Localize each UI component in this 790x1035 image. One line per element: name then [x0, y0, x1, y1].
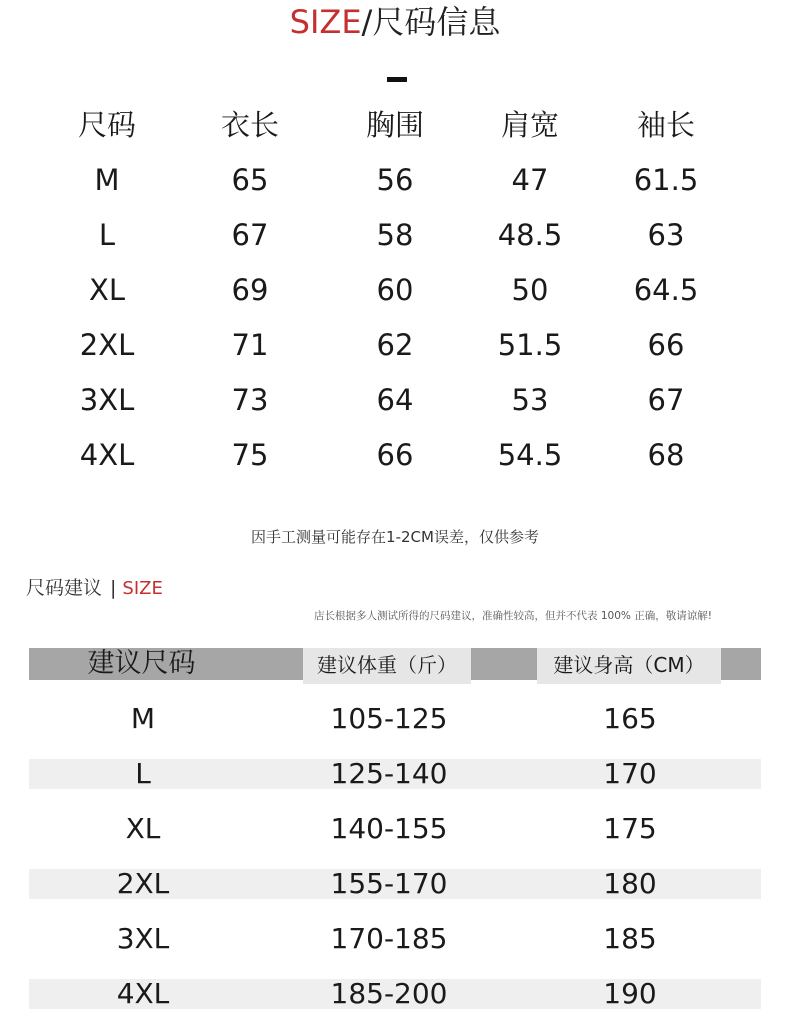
measure-cell: 66 — [376, 438, 414, 472]
suggestion-header-row — [29, 648, 761, 680]
measurement-note: 因手工测量可能存在1-2CM误差，仅供参考 — [251, 528, 539, 546]
measure-header-chest: 胸围 — [365, 108, 424, 142]
measure-row — [0, 435, 790, 475]
suggestion-header-size: 建议尺码 — [87, 648, 196, 679]
measure-cell: 60 — [376, 273, 414, 307]
measure-cell: 51.5 — [497, 328, 563, 362]
suggestion-row — [29, 869, 761, 899]
measure-cell: 67 — [647, 383, 685, 417]
disclaimer-text: 店长根据多人测试所得的尺码建议，准确性较高，但并不代表 100% 正确，敬请谅解! — [314, 610, 712, 622]
measure-cell: 65 — [231, 163, 269, 197]
suggestion-cell: 185-200 — [330, 977, 448, 1010]
suggestion-cell: 3XL — [116, 922, 170, 955]
measure-cell: 58 — [376, 218, 414, 252]
suggestion-cell: 170-185 — [330, 922, 448, 955]
suggestion-cell: 190 — [603, 977, 657, 1010]
suggestion-cell: 4XL — [116, 977, 170, 1010]
suggestion-cell: 105-125 — [330, 702, 448, 735]
measure-cell: 3XL — [79, 383, 135, 417]
measure-header-sleeve: 袖长 — [636, 108, 695, 142]
suggestion-row — [29, 814, 761, 844]
suggestion-row — [29, 924, 761, 954]
suggestion-heading-cn: 尺码建议 — [26, 577, 103, 599]
measure-cell: 68 — [647, 438, 685, 472]
measure-row — [0, 215, 790, 255]
measure-cell: 63 — [647, 218, 685, 252]
suggestion-row — [29, 979, 761, 1009]
measure-cell: M — [94, 163, 120, 197]
suggestion-cell: 180 — [603, 867, 657, 900]
measure-cell: 73 — [231, 383, 269, 417]
title-size-cn: /尺码信息 — [361, 3, 501, 41]
heading-separator: | — [110, 577, 117, 599]
measure-cell: 48.5 — [497, 218, 563, 252]
suggestion-header-weight: 建议体重（斤） — [303, 648, 471, 684]
measure-cell: 2XL — [79, 328, 135, 362]
measure-cell: 69 — [231, 273, 269, 307]
divider-dash — [387, 77, 407, 82]
measure-cell: 56 — [376, 163, 414, 197]
measure-row — [0, 270, 790, 310]
measure-cell: L — [98, 218, 116, 252]
measure-cell: 53 — [511, 383, 549, 417]
measure-cell: 64 — [376, 383, 414, 417]
measure-cell: 62 — [376, 328, 414, 362]
measure-header-size: 尺码 — [77, 108, 136, 142]
measure-cell: 64.5 — [633, 273, 699, 307]
measure-header-row — [0, 105, 790, 145]
suggestion-row — [29, 704, 761, 734]
measure-cell: 66 — [647, 328, 685, 362]
measure-cell: 50 — [511, 273, 549, 307]
measure-row — [0, 160, 790, 200]
measure-cell: 71 — [231, 328, 269, 362]
suggestion-cell: 155-170 — [330, 867, 448, 900]
measure-row — [0, 380, 790, 420]
measure-cell: XL — [88, 273, 126, 307]
measure-cell: 54.5 — [497, 438, 563, 472]
suggestion-cell: M — [130, 702, 156, 735]
measure-cell: 4XL — [79, 438, 135, 472]
suggestion-cell: 2XL — [116, 867, 170, 900]
title-size-en: SIZE — [289, 3, 362, 41]
suggestion-heading-en: SIZE — [122, 578, 163, 599]
suggestion-row — [29, 759, 761, 789]
suggestion-cell: 185 — [603, 922, 657, 955]
page-title — [0, 2, 790, 42]
measure-cell: 67 — [231, 218, 269, 252]
suggestion-cell: 175 — [603, 812, 657, 845]
suggestion-cell: L — [135, 757, 151, 790]
suggestion-heading — [26, 574, 163, 603]
suggestion-header-height: 建议身高（CM） — [537, 648, 721, 684]
measure-header-shoulder: 肩宽 — [500, 108, 559, 142]
measure-row — [0, 325, 790, 365]
suggestion-cell: 140-155 — [330, 812, 448, 845]
measure-cell: 61.5 — [633, 163, 699, 197]
suggestion-cell: 170 — [603, 757, 657, 790]
suggestion-cell: 125-140 — [330, 757, 448, 790]
measure-cell: 47 — [511, 163, 549, 197]
suggestion-cell: XL — [125, 812, 161, 845]
measure-header-length: 衣长 — [220, 108, 279, 142]
suggestion-cell: 165 — [603, 702, 657, 735]
measure-cell: 75 — [231, 438, 269, 472]
